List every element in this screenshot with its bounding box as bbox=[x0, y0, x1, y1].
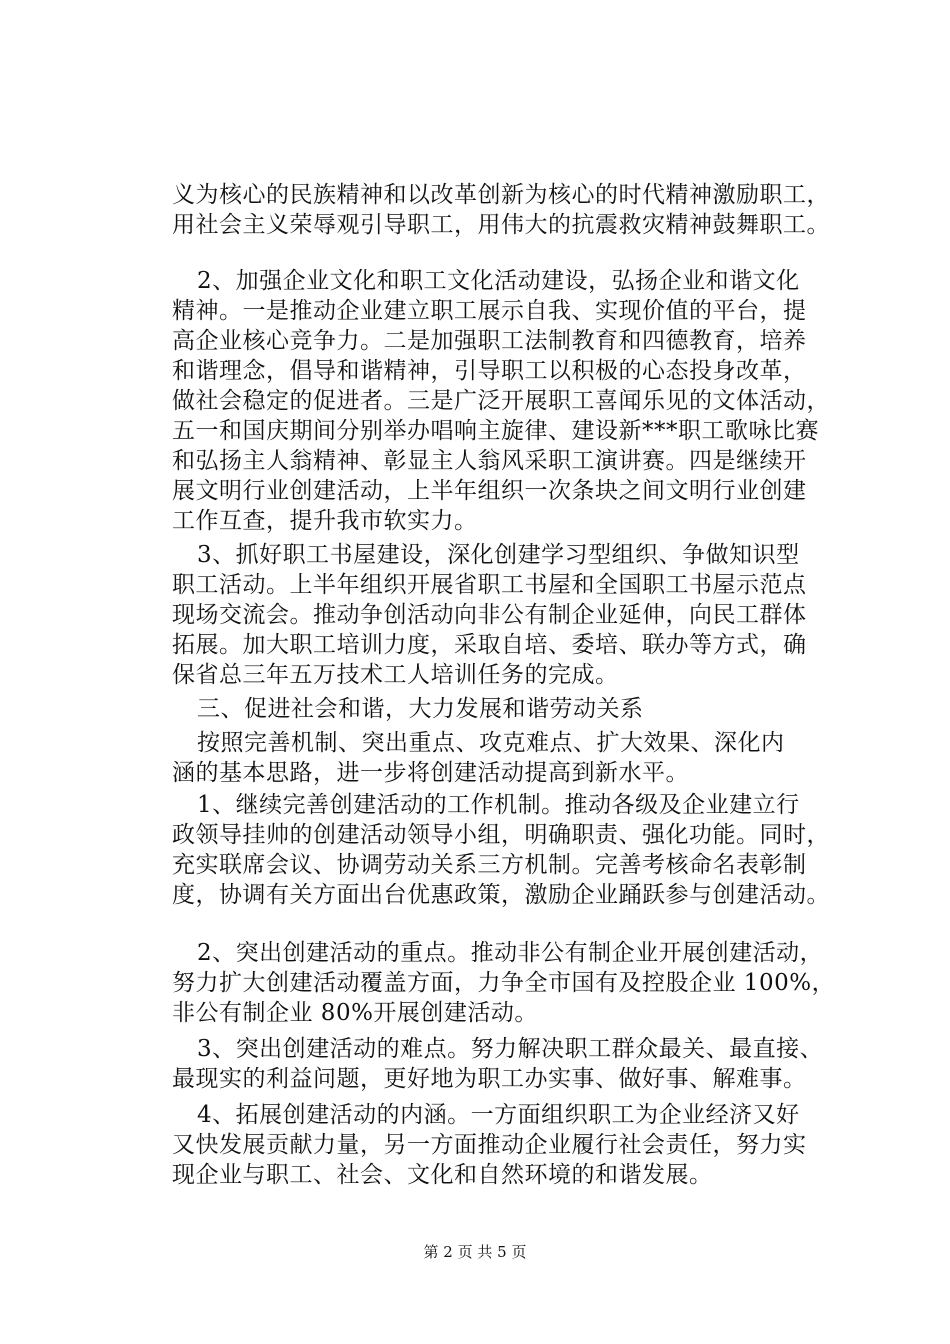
paragraph-line: 按照完善机制、突出重点、攻克难点、扩大效果、深化内 bbox=[197, 730, 785, 756]
paragraph-line: 义为核心的民族精神和以改革创新为核心的时代精神激励职工， bbox=[172, 182, 830, 208]
page-footer: 第 2 页 共 5 页 bbox=[423, 1243, 527, 1261]
section-heading: 三、促进社会和谐，大力发展和谐劳动关系 bbox=[197, 696, 644, 722]
paragraph-line: 保省总三年五万技术工人培训任务的完成。 bbox=[172, 662, 619, 688]
paragraph-line: 最现实的利益问题，更好地为职工办实事、做好事、解难事。 bbox=[172, 1066, 807, 1092]
paragraph-line: 1、继续完善创建活动的工作机制。推动各级及企业建立行 bbox=[197, 792, 800, 818]
paragraph-line: 非公有制企业 80%开展创建活动。 bbox=[172, 1000, 538, 1026]
paragraph-line: 工作互查，提升我市软实力。 bbox=[172, 508, 478, 534]
paragraph-line: 政领导挂帅的创建活动领导小组，明确职责、强化功能。同时， bbox=[172, 822, 830, 848]
paragraph-line: 做社会稳定的促进者。三是广泛开展职工喜闻乐见的文体活动， bbox=[172, 388, 830, 414]
paragraph-line: 和谐理念，倡导和谐精神，引导职工以积极的心态投身改革， bbox=[172, 358, 807, 384]
paragraph-line: 3、突出创建活动的难点。努力解决职工群众最关、最直接、 bbox=[197, 1036, 824, 1062]
paragraph-line: 又快发展贡献力量，另一方面推动企业履行社会责任，努力实 bbox=[172, 1132, 807, 1158]
paragraph-line: 现企业与职工、社会、文化和自然环境的和谐发展。 bbox=[172, 1162, 713, 1188]
paragraph-line: 五一和国庆期间分别举办唱响主旋律、建设新***职工歌咏比赛 bbox=[172, 418, 819, 444]
paragraph-line: 高企业核心竞争力。二是加强职工法制教育和四德教育，培养 bbox=[172, 328, 807, 354]
paragraph-line: 2、加强企业文化和职工文化活动建设，弘扬企业和谐文化 bbox=[197, 268, 800, 294]
paragraph-line: 2、突出创建活动的重点。推动非公有制企业开展创建活动， bbox=[197, 940, 824, 966]
paragraph-line: 精神。一是推动企业建立职工展示自我、实现价值的平台，提 bbox=[172, 298, 807, 324]
paragraph-line: 4、拓展创建活动的内涵。一方面组织职工为企业经济又好 bbox=[197, 1102, 800, 1128]
paragraph-line: 拓展。加大职工培训力度，采取自培、委培、联办等方式，确 bbox=[172, 632, 807, 658]
paragraph-line: 充实联席会议、协调劳动关系三方机制。完善考核命名表彰制 bbox=[172, 852, 807, 878]
paragraph-line: 展文明行业创建活动，上半年组织一次条块之间文明行业创建 bbox=[172, 478, 807, 504]
paragraph-line: 涵的基本思路，进一步将创建活动提高到新水平。 bbox=[172, 760, 689, 786]
paragraph-line: 努力扩大创建活动覆盖方面，力争全市国有及控股企业 100%， bbox=[172, 970, 836, 996]
paragraph-line: 和弘扬主人翁精神、彰显主人翁风采职工演讲赛。四是继续开 bbox=[172, 448, 807, 474]
paragraph-line: 度，协调有关方面出台优惠政策，激励企业踊跃参与创建活动。 bbox=[172, 882, 830, 908]
paragraph-line: 现场交流会。推动争创活动向非公有制企业延伸，向民工群体 bbox=[172, 602, 807, 628]
paragraph-line: 用社会主义荣辱观引导职工，用伟大的抗震救灾精神鼓舞职工。 bbox=[172, 212, 830, 238]
paragraph-line: 3、抓好职工书屋建设，深化创建学习型组织、争做知识型 bbox=[197, 542, 800, 568]
paragraph-line: 职工活动。上半年组织开展省职工书屋和全国职工书屋示范点 bbox=[172, 572, 807, 598]
